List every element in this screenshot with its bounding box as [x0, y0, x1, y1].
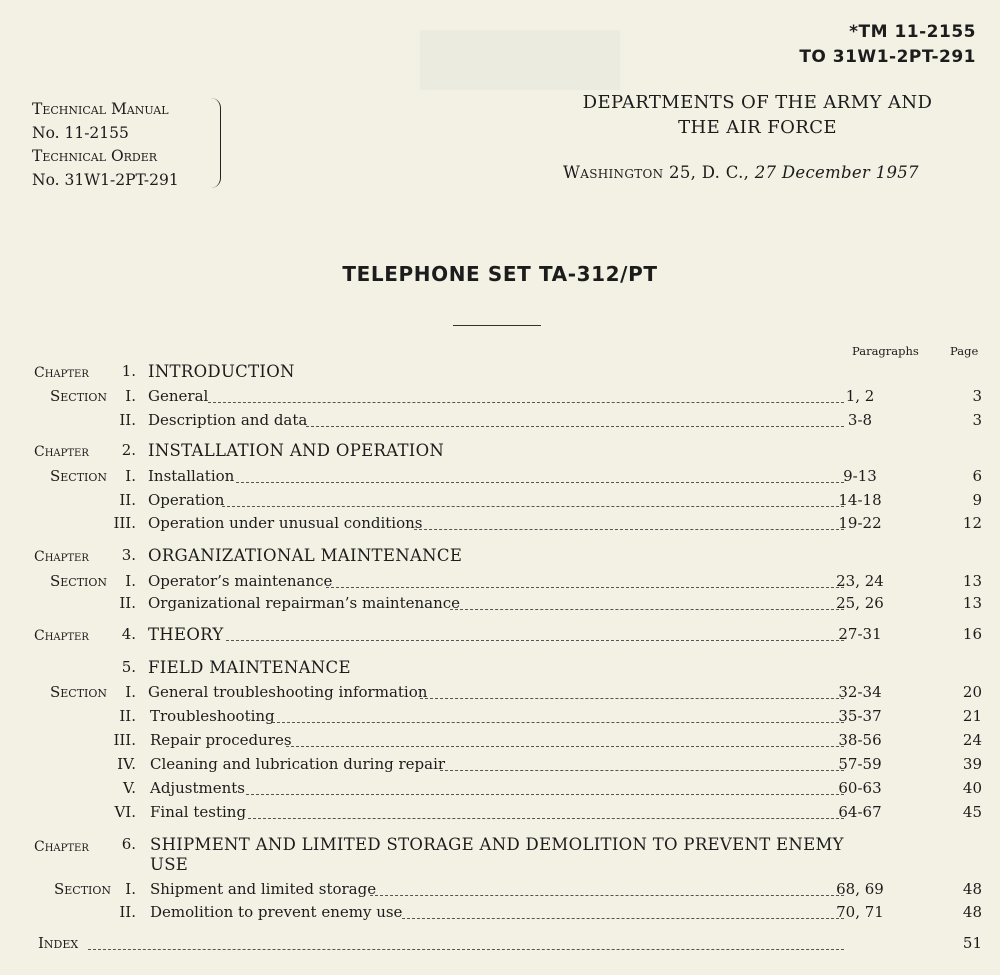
toc-section-5-4[interactable]: IV. Cleaning and lubrication during repair 57-59 39 — [117, 755, 982, 773]
toc-index[interactable]: Index 51 — [38, 934, 982, 952]
dept-line-2: THE AIR FORCE — [678, 117, 837, 138]
dot-leader — [226, 640, 844, 641]
dot-leader — [286, 746, 844, 747]
dot-leader — [306, 426, 844, 427]
dot-leader — [370, 895, 844, 896]
dateline — [563, 163, 919, 182]
toc-chapter-1[interactable]: Chapter 1. INTRODUCTION — [34, 362, 295, 381]
toc-section-5-1[interactable]: Section I. General troubleshooting information 32-34 20 — [50, 683, 982, 701]
technical-manual-block — [32, 98, 179, 192]
departments-heading — [520, 90, 995, 140]
toc-section-5-3[interactable]: III. Repair procedures 38-56 24 — [113, 731, 982, 749]
technical-order-number: No. 31W1-2PT-291 — [32, 170, 179, 189]
to-number: TO 31W1-2PT-291 — [799, 47, 976, 67]
toc-chapter-3[interactable]: Chapter 3. ORGANIZATIONAL MAINTENANCE — [34, 546, 463, 565]
dot-leader — [88, 949, 844, 950]
date: 27 December 1957 — [754, 163, 919, 182]
toc-section-2-3[interactable]: III. Operation under unusual conditions 19-22 12 — [113, 514, 982, 532]
toc-section-5-2[interactable]: II. Troubleshooting 35-37 21 — [119, 707, 982, 725]
toc-section-2-1[interactable]: Section I. Installation 9-13 6 — [50, 467, 982, 485]
dept-line-1: DEPARTMENTS OF THE ARMY AND — [582, 92, 933, 113]
page-column-header: Page — [950, 344, 979, 358]
toc-chapter-2[interactable]: Chapter 2. INSTALLATION AND OPERATION — [34, 441, 445, 460]
toc-chapter-4[interactable]: Chapter 4. THEORY 27-31 16 — [34, 625, 982, 644]
place: Washington 25, D. C., — [563, 163, 750, 182]
toc-section-6-1[interactable]: Section I. Shipment and limited storage 68, 69 48 — [54, 880, 982, 898]
toc-chapter-6[interactable]: Chapter 6. SHIPMENT AND LIMITED STORAGE AND DEMOLITION TO PREVENT ENEMY USE — [34, 835, 844, 874]
toc-section-5-5[interactable]: V. Adjustments 60-63 40 — [123, 779, 982, 797]
tm-code-block — [799, 20, 976, 70]
dot-leader — [440, 770, 844, 771]
dot-leader — [272, 722, 844, 723]
toc-section-1-1[interactable]: Section I. General 1, 2 3 — [50, 387, 982, 405]
technical-order-label: Technical Order — [32, 147, 158, 165]
bracket-divider — [210, 98, 221, 188]
dot-leader — [236, 482, 844, 483]
dot-leader — [246, 794, 844, 795]
dot-leader — [326, 587, 844, 588]
document-title: TELEPHONE SET TA-312/PT — [342, 262, 658, 286]
tm-number: *TM 11-2155 — [849, 22, 976, 42]
dot-leader — [420, 698, 844, 699]
technical-manual-number: No. 11-2155 — [32, 123, 129, 142]
dot-leader — [248, 818, 844, 819]
toc-section-5-6[interactable]: VI. Final testing 64-67 45 — [114, 803, 982, 821]
toc-section-6-2[interactable]: II. Demolition to prevent enemy use 70, 71 48 — [119, 903, 982, 921]
dot-leader — [414, 529, 844, 530]
toc-section-3-1[interactable]: Section I. Operator’s maintenance 23, 24 13 — [50, 572, 982, 590]
toc-section-3-2[interactable]: II. Organizational repairman’s maintenance 25, 26 13 — [119, 594, 982, 612]
toc-section-2-2[interactable]: II. Operation 14-18 9 — [119, 491, 982, 509]
title-rule — [453, 325, 541, 326]
bleed-through-shadow — [420, 30, 620, 90]
dot-leader — [402, 918, 844, 919]
dot-leader — [450, 609, 844, 610]
paragraphs-column-header: Paragraphs — [852, 344, 919, 358]
dot-leader — [208, 402, 844, 403]
dot-leader — [222, 506, 844, 507]
toc-chapter-5[interactable]: 5. FIELD MAINTENANCE — [121, 658, 351, 677]
toc-section-1-2[interactable]: II. Description and data 3-8 3 — [119, 411, 982, 429]
technical-manual-label: Technical Manual — [32, 100, 169, 118]
